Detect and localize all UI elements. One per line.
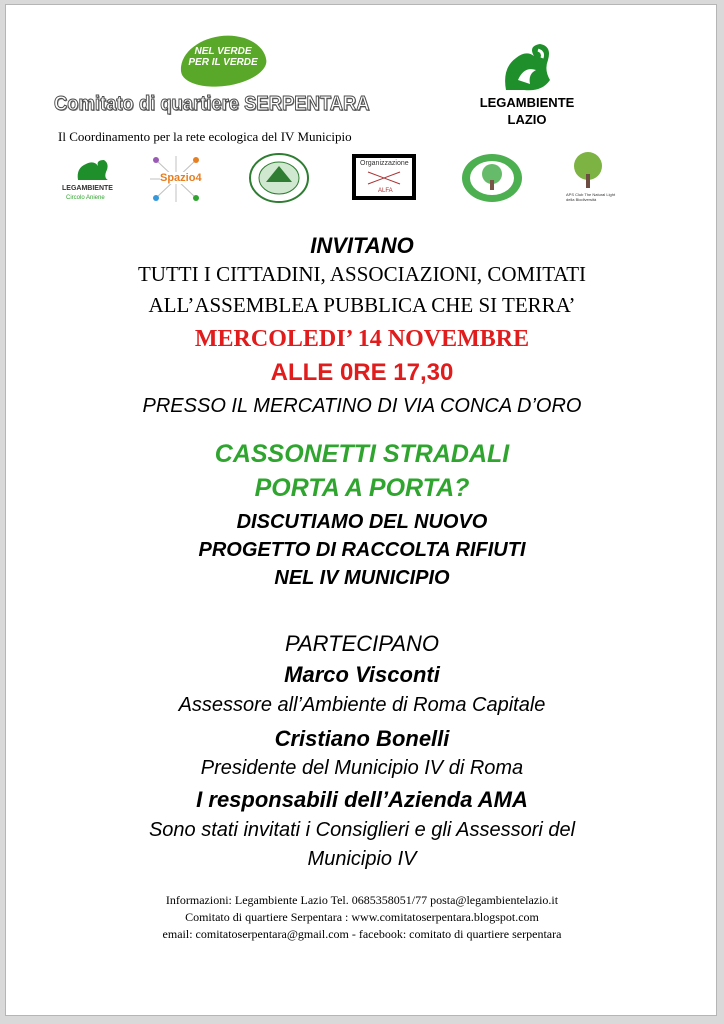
coordination-line: Il Coordinamento per la rete ecologica del IV Municipio <box>58 129 352 144</box>
footer-info-1: Informazioni: Legambiente Lazio Tel. 0685358051/77 posta@legambientelazio.it <box>165 893 559 907</box>
committee-title: Comitato di quartiere SERPENTARA <box>54 93 370 115</box>
tor-sapienza-circle-logo <box>248 152 310 204</box>
legambiente-small-sub: Circolo Aniene <box>66 195 105 201</box>
participants-heading: PARTECIPANO <box>284 631 440 656</box>
spazio4-label: Spazio4 <box>160 172 202 184</box>
topic-line-1: CASSONETTI STRADALI <box>214 440 510 468</box>
event-date: MERCOLEDI’ 14 NOVEMBRE <box>194 326 530 352</box>
legambiente-title-line2: LAZIO <box>507 112 547 127</box>
discuss-line-2: PROGETTO DI RACCOLTA RIFIUTI <box>198 539 526 561</box>
topic-line-2: PORTA A PORTA? <box>254 474 470 502</box>
alfa-bottom-label: ALFA <box>378 188 393 194</box>
legambiente-swan-logo <box>498 40 556 94</box>
alfa-top-label: Organizzazione <box>360 160 409 167</box>
alfa-logo <box>352 154 416 200</box>
participant-3-name: I responsabili dell’Azienda AMA <box>196 787 528 812</box>
event-time: ALLE 0RE 17,30 <box>270 359 454 386</box>
invited-note-line-1: Sono stati invitati i Consiglieri e gli Assessori del <box>148 819 576 841</box>
parco-valli-logo <box>460 152 524 204</box>
footer-info-2: Comitato di quartiere Serpentara : www.comitatoserpentara.blogspot.com <box>185 910 539 924</box>
alfa-mark-icon <box>366 170 402 186</box>
invite-line-1: TUTTI I CITTADINI, ASSOCIAZIONI, COMITATI <box>137 262 587 286</box>
event-place: PRESSO IL MERCATINO DI VIA CONCA D’ORO <box>142 395 582 417</box>
participant-1-name: Marco Visconti <box>284 662 440 687</box>
badge-text: NEL VERDE PER IL VERDE <box>188 46 258 68</box>
invitano-heading: INVITANO <box>310 233 414 258</box>
tree-biodiversity-logo <box>566 150 610 190</box>
legambiente-title-line1: LEGAMBIENTE <box>479 95 575 110</box>
invited-note-line-2: Municipio IV <box>307 848 417 870</box>
participant-1-role: Assessore all’Ambiente di Roma Capitale <box>178 694 546 716</box>
participant-2-role: Presidente del Municipio IV di Roma <box>200 757 524 779</box>
discuss-line-3: NEL IV MUNICIPIO <box>274 567 450 589</box>
legambiente-small-label: LEGAMBIENTE <box>62 185 113 192</box>
participant-2-name: Cristiano Bonelli <box>274 726 450 751</box>
legambiente-lazio-title <box>452 94 602 128</box>
invite-line-2: ALL’ASSEMBLEA PUBBLICA CHE SI TERRA’ <box>148 293 576 317</box>
discuss-line-1: DISCUTIAMO DEL NUOVO <box>236 511 488 533</box>
footer-info-3: email: comitatoserpentara@gmail.com - facebook: comitato di quartiere serpentara <box>162 927 562 941</box>
legambiente-small-logo <box>72 158 112 182</box>
tree-logo-caption: APS Club The Natural Light della Biodiversità <box>566 192 616 202</box>
